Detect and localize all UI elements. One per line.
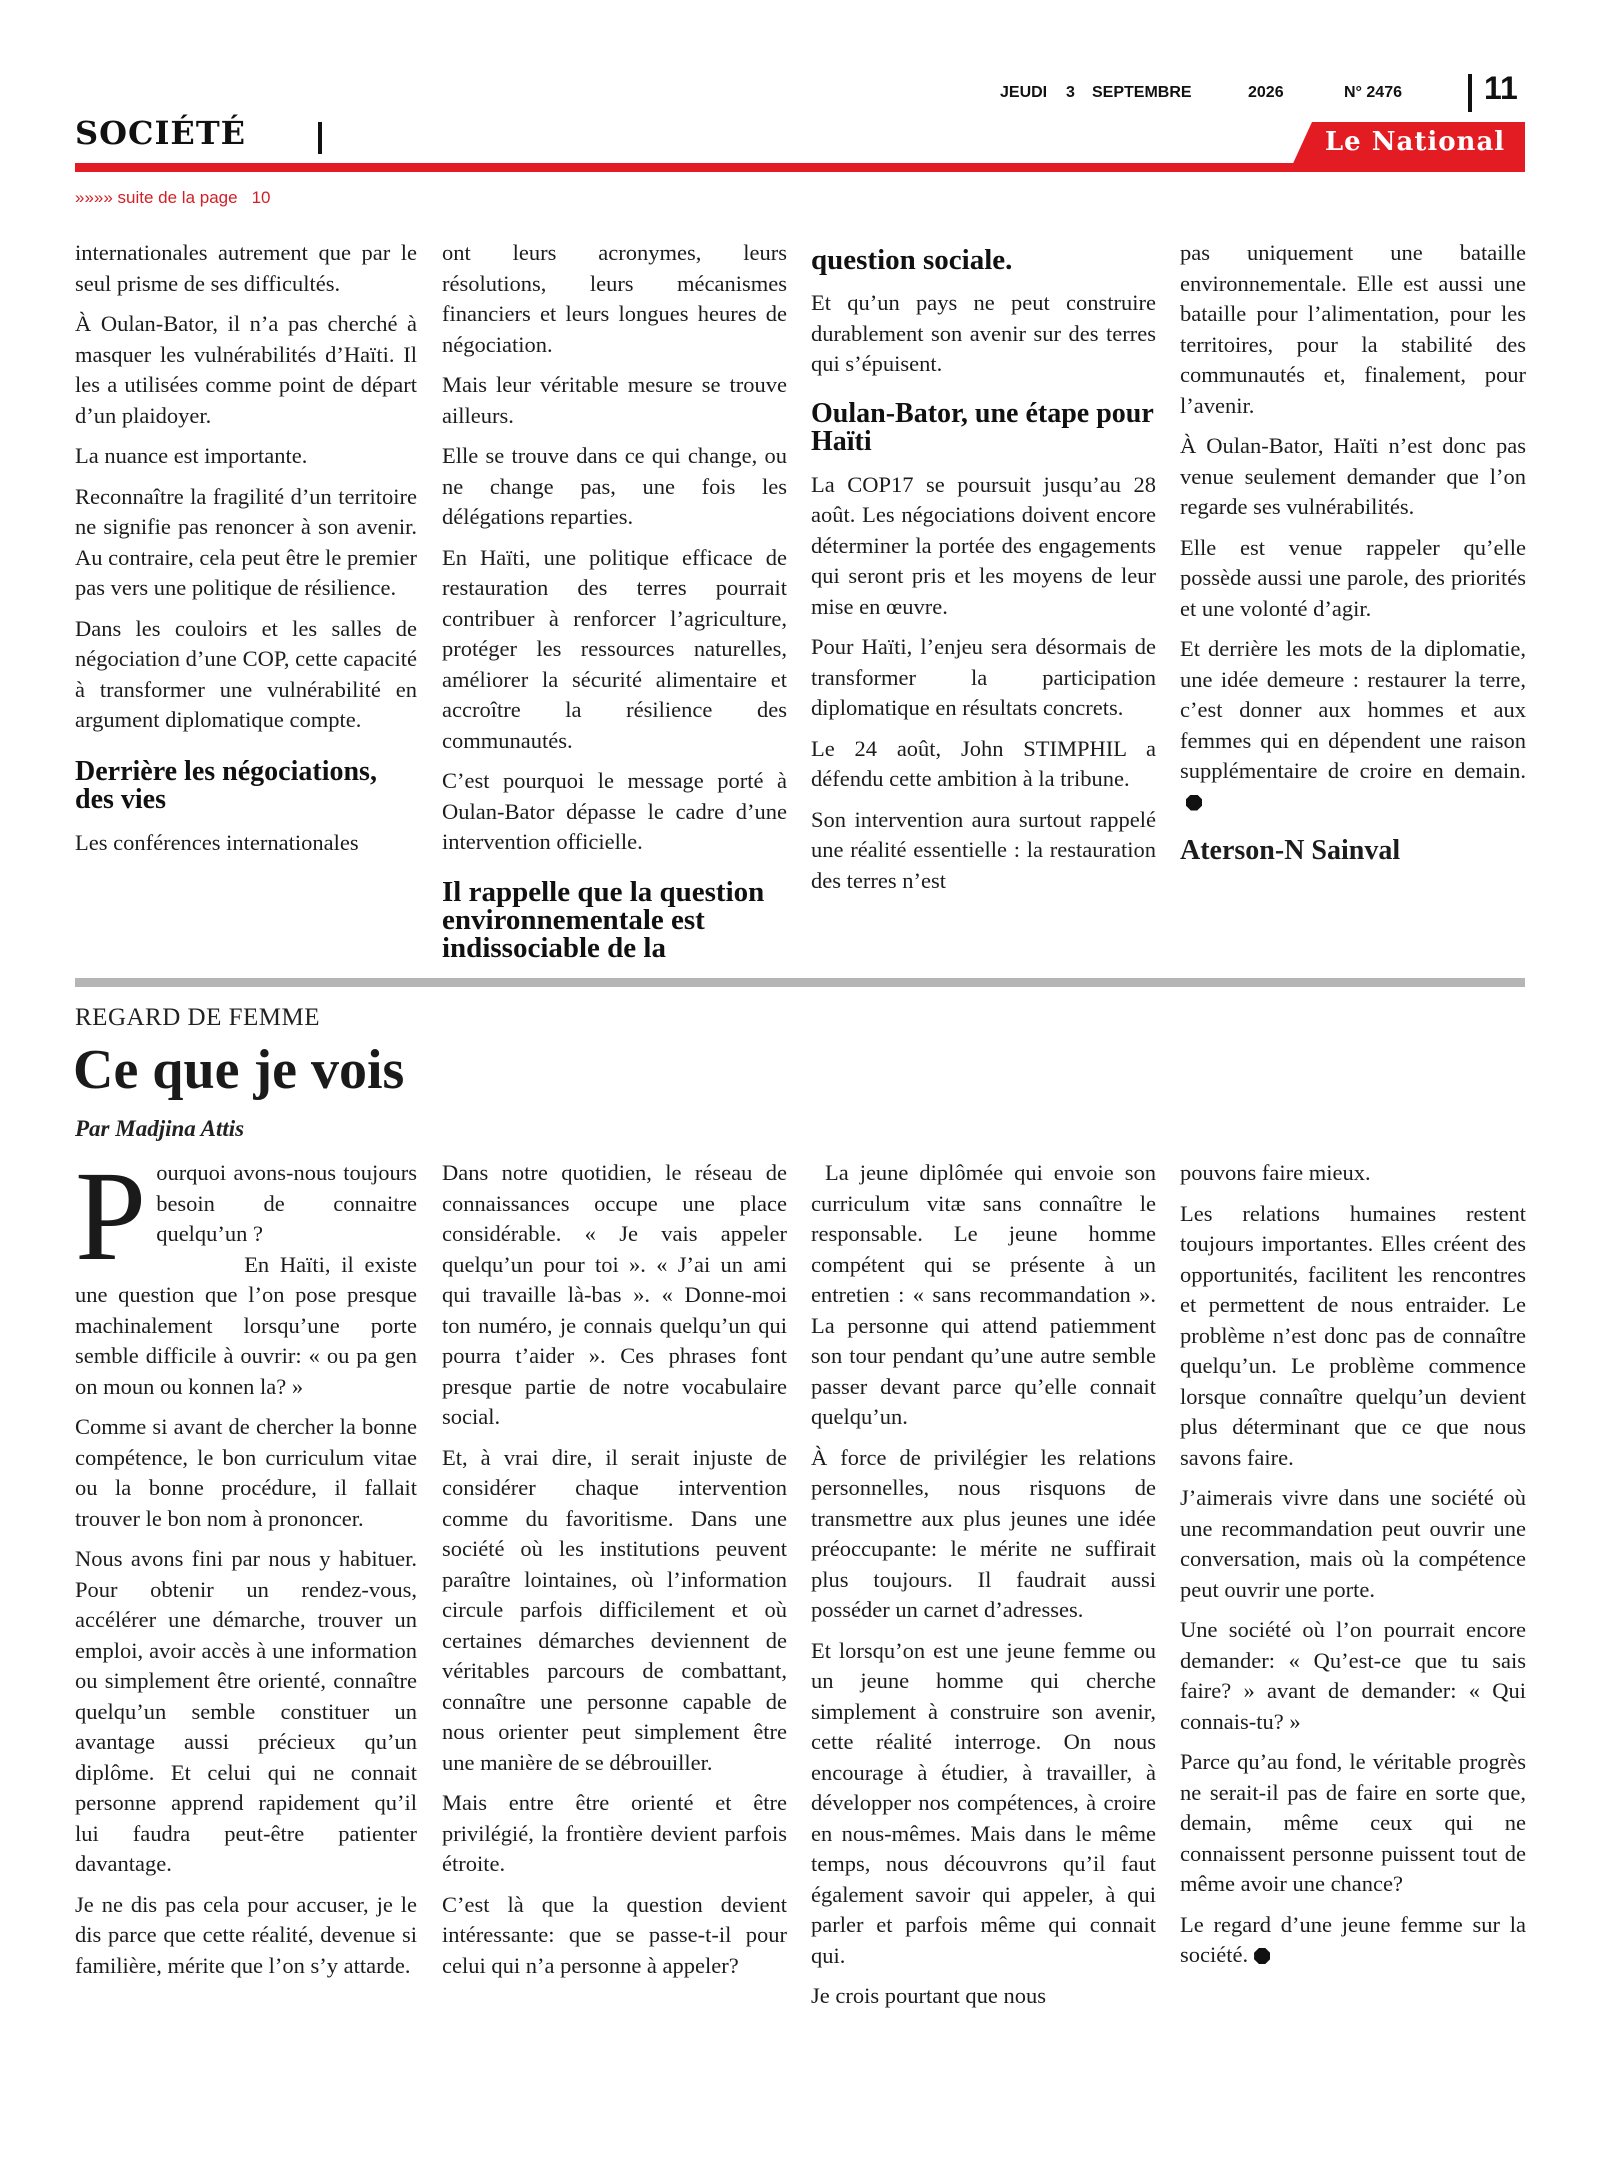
article2-column-4 [1180, 1158, 1526, 1981]
page-number: 11 [1484, 70, 1518, 106]
paragraph [1180, 1910, 1526, 1971]
paragraph: La COP17 se poursuit jusqu’au 28 août. Les négociations doivent encore déterminer la portée des engagements qui seront pris et les moyens de leur mise en œuvre. [811, 471, 1156, 619]
article2-byline: Par Madjina Attis [75, 1116, 245, 1141]
pull-quote: Il rappelle que la question environnementale est indissociable de la [442, 875, 765, 964]
issue-date-line [1000, 84, 1440, 102]
section-title-bar [318, 122, 322, 154]
article2-column-3 [811, 1158, 1156, 2022]
article1-column-2 [442, 238, 787, 976]
paragraph: Reconnaître la fragilité d’un territoire ne signifie pas renoncer à son avenir. Au contraire, cela peut être le premier pas vers une politique de résilience. [75, 483, 417, 600]
article2-title: Ce que je vois [73, 1039, 405, 1101]
paragraph: internationales autrement que par le seul prisme de ses difficultés. [75, 240, 417, 296]
paragraph: Pour Haïti, l’enjeu sera désormais de transformer la participation diplomatique en résultats concrets. [811, 634, 1156, 720]
article-author: Aterson-N Sainval [1180, 835, 1401, 866]
paragraph [1180, 634, 1526, 817]
paragraph: Elle est venue rappeler qu’elle possède aussi une parole, des priorités et une volonté d’agir. [1180, 534, 1526, 621]
article-divider [75, 978, 1525, 987]
article2-column-2 [442, 1158, 787, 1991]
paragraph: Je ne dis pas cela pour accuser, je le dis parce que cette réalité, devenue si familière, mérite que l’on s’y attarde. [75, 1891, 417, 1978]
paragraph: Une société où l’on pourrait encore demander: « Qu’est-ce que tu sais faire? » avant de demander: « Qui connais-tu? » [1180, 1617, 1526, 1734]
subheading: Derrière les négociations, des vies [75, 755, 377, 815]
section-title: SOCIÉTÉ [75, 114, 247, 152]
paragraph: Mais leur véritable mesure se trouve ailleurs. [442, 372, 787, 428]
page-number-separator [1468, 74, 1472, 112]
paragraph: Et qu’un pays ne peut construire durablement son avenir sur des terres qui s’épuisent. [811, 290, 1156, 376]
paragraph: Son intervention aura surtout rappelé une réalité essentielle : la restauration des terres n’est [811, 806, 1156, 893]
issue-day: JEUDI [1000, 84, 1048, 101]
paragraph: pas uniquement une bataille environnementale. Elle est aussi une bataille pour l’alimentation, pour les territoires, pour la stabilité des communautés et, finalement, pour l’avenir. [1180, 240, 1526, 418]
paragraph: Les conférences internationales [75, 829, 359, 855]
paragraph: C’est pourquoi le message porté à Oulan-Bator dépasse le cadre d’une intervention officielle. [442, 768, 787, 854]
paragraph: Dans les couloirs et les salles de négociation d’une COP, cette capacité à transformer une vulnérabilité en argument diplomatique compte. [75, 615, 417, 732]
paragraph: Elle se trouve dans ce qui change, ou ne change pas, une fois les délégations reparties. [442, 443, 787, 529]
end-mark-icon [1254, 1948, 1270, 1964]
paragraph: À Oulan-Bator, Haïti n’est donc pas venue seulement demander que l’on regarde ses vulnérabilités. [1180, 433, 1526, 519]
paper-name: Le National [1324, 127, 1506, 157]
paragraph-text: En Haïti, il existe une question que l’on pose presque machinalement lorsqu’une porte semble difficile à ouvrir: « ou pa gen on moun ou konnen la? » [75, 1251, 417, 1399]
paragraph: Et lorsqu’on est une jeune femme ou un jeune homme qui cherche simplement à construire son avenir, cette réalité interroge. On nous encourage à étudier, à travailler, à développer nos compétences, à croire en nous-mêmes. Mais dans le même temps, nous découvrons qu’il faut également savoir qui appeler, à qui parler et parfois même qui connait qui. [811, 1637, 1156, 1968]
subheading: Oulan-Bator, une étape pour Haïti [811, 397, 1154, 457]
paragraph-text: Le regard d’une jeune femme sur la société. [1180, 1911, 1526, 1967]
paragraph: Parce qu’au fond, le véritable progrès ne serait-il pas de faire en sorte que, demain, même ceux qui ne connaissent personne puissent tout de même avoir une chance? [1180, 1749, 1526, 1896]
issue-date-num: 3 [1066, 84, 1075, 101]
article1-column-4 [1180, 238, 1526, 867]
paragraph: Mais entre être orienté et être privilégié, la frontière devient parfois étroite. [442, 1790, 787, 1876]
paragraph: Le 24 août, John STIMPHIL a défendu cette ambition à la tribune. [811, 735, 1156, 791]
continued-from[interactable] [75, 188, 271, 208]
paragraph: Comme si avant de chercher la bonne compétence, le bon curriculum vitae ou la bonne procédure, il fallait trouver le bon nom à prononcer. [75, 1414, 417, 1531]
continued-text: »»»» suite de la page [75, 188, 238, 207]
paragraph: Je crois pourtant que nous [811, 1983, 1046, 2008]
paragraph: Dans notre quotidien, le réseau de connaissances occupe une place considérable. « Je vais appeler quelqu’un pour toi ». « J’ai un ami qui travaille là-bas ». « Donne-moi ton numéro, je connais quelqu’un qui pourra t’aider ». Ces phrases font presque partie de notre vocabulaire social. [442, 1160, 787, 1429]
end-mark-icon [1186, 795, 1202, 811]
paragraph: C’est là que la question devient intéressante: que se passe-t-il pour celui qui n’a personne à appeler? [442, 1891, 787, 1978]
paragraph: Nous avons fini par nous y habituer. Pour obtenir un rendez-vous, accélérer une démarche, trouver un emploi, avoir accès à une information ou simplement être orienté, connaître quelqu’un semble constituer un avantage aussi précieux qu’un diplôme. Et celui qui ne connait personne apprend rapidement qu’il lui faudra peut-être patienter davantage. [75, 1546, 417, 1876]
paragraph: Les relations humaines restent toujours importantes. Elles créent des opportunités, facilitent les rencontres et permettent de nous entraider. Le problème n’est donc pas de connaître quelqu’un. Le problème commence lorsque connaître quelqu’un devient plus déterminant que ce que nous savons faire. [1180, 1200, 1526, 1470]
paragraph: À force de privilégier les relations personnelles, nous risquons de transmettre aux plus jeunes une idée préoccupante: le mérite ne suffirait plus toujours. Il faudrait aussi posséder un carnet d’adresses. [811, 1444, 1156, 1622]
article1-column-3 [811, 238, 1156, 906]
issue-year: 2026 [1248, 84, 1284, 101]
pull-quote-end: question sociale. [811, 244, 1013, 276]
continued-page: 10 [251, 188, 271, 207]
header-red-rule [75, 163, 1525, 172]
paragraph [75, 1145, 417, 1287]
article2-kicker: REGARD DE FEMME [75, 1004, 321, 1031]
paragraph: La nuance est importante. [75, 443, 308, 468]
article1-column-1 [75, 238, 417, 868]
paragraph: J’aimerais vivre dans une société où une recommandation peut ouvrir une conversation, mais où la compétence peut ouvrir une porte. [1180, 1485, 1526, 1602]
issue-number: N° 2476 [1344, 84, 1402, 101]
issue-month: SEPTEMBRE [1092, 84, 1192, 101]
paragraph-text: ourquoi avons-nous toujours besoin de connaitre quelqu’un ? [156, 1160, 417, 1246]
article2-column-1 [75, 1145, 417, 1991]
paragraph: À Oulan-Bator, il n’a pas cherché à masquer les vulnérabilités d’Haïti. Il les a utilisées comme point de départ d’un plaidoyer. [75, 311, 417, 428]
paragraph: Et, à vrai dire, il serait injuste de considérer chaque intervention comme du favoritisme. Dans une société où les institutions peuvent paraître lointaines, où l’information circule parfois difficilement et où certaines démarches deviennent de véritables parcours de combattant, connaître une personne capable de nous orienter peut simplement être une manière de se débrouiller. [442, 1444, 787, 1775]
paragraph: ont leurs acronymes, leurs résolutions, leurs mécanismes financiers et leurs longues heures de négociation. [442, 240, 787, 357]
drop-cap: P [75, 1145, 147, 1287]
paragraph: pouvons faire mieux. [1180, 1160, 1371, 1185]
paragraph: En Haïti, une politique efficace de restauration des terres pourrait contribuer à renforcer l’agriculture, protéger les ressources naturelles, améliorer la sécurité alimentaire et accroître la résilience des communautés. [442, 544, 787, 753]
paragraph-text: Et derrière les mots de la diplomatie, une idée demeure : restaurer la terre, c’est donner aux hommes et aux femmes qui en dépendent une raison supplémentaire de croire en demain. [1180, 636, 1526, 783]
paragraph: La jeune diplômée qui envoie son curriculum vitæ sans connaître le responsable. Le jeune homme compétent qui se présente à un entretien : « sans recommandation ». La personne qui attend patiemment son tour pendant qu’une autre semble passer devant parce qu’elle connait quelqu’un. [811, 1160, 1156, 1429]
